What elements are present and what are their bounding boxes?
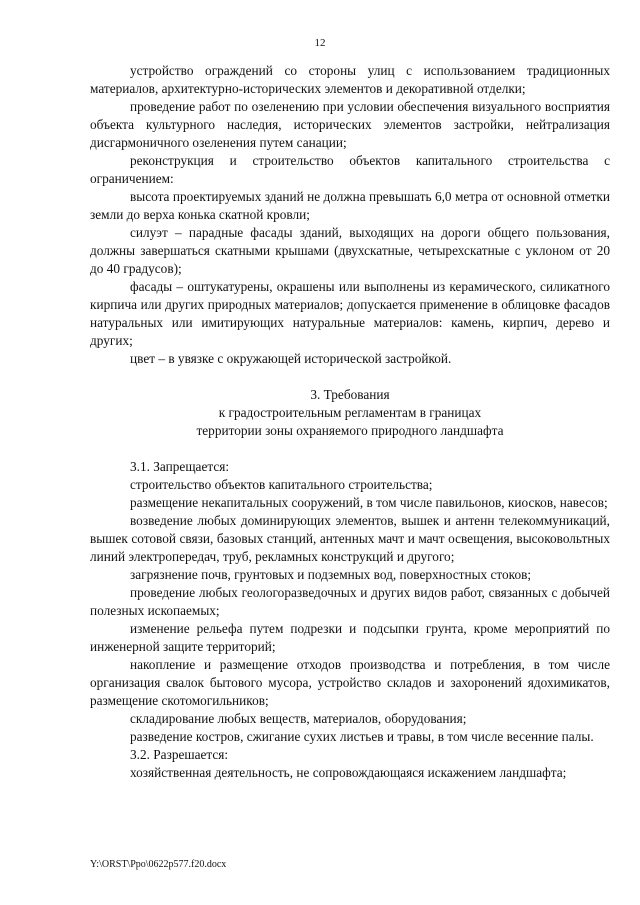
- paragraph: проведение работ по озеленению при условии обеспечения визуального восприятия объекта культурного наследия, исторических элементов застройки, нейтрализация дисгармоничного озеленения путем санации;: [90, 99, 610, 150]
- list-item: загрязнение почв, грунтовых и подземных вод, поверхностных стоков;: [130, 567, 532, 582]
- list-item: размещение некапитальных сооружений, в том числе павильонов, киосков, навесов;: [130, 495, 608, 510]
- list-item: разведение костров, сжигание сухих листьев и травы, в том числе весенние палы.: [130, 729, 594, 744]
- section-heading-number: 3. Требования: [310, 387, 390, 402]
- list-item: накопление и размещение отходов производства и потребления, в том числе организация свалок бытового мусора, устройство складов и захоронений ядохимикатов, размещение скотомогильников;: [90, 657, 610, 708]
- list-item: проведение любых геологоразведочных и других видов работ, связанных с добычей полезных ископаемых;: [90, 585, 610, 618]
- list-item: возведение любых доминирующих элементов, вышек и антенн телекоммуникаций, вышек сотовой связи, базовых станций, антенных мачт и мачт освещения, высоковольтных линий электропередач, труб, рекламных конструкций и другого;: [90, 513, 610, 564]
- subsection-title: 3.2. Разрешается:: [130, 747, 229, 762]
- list-item: складирование любых веществ, материалов, оборудования;: [130, 711, 467, 726]
- subsection-title: 3.1. Запрещается:: [130, 459, 230, 474]
- paragraph: фасады – оштукатурены, окрашены или выполнены из керамического, силикатного кирпича или других природных материалов; допускается применение в облицовке фасадов натуральных или имитирующих натуральные материалов: камень, кирпич, дерево и других;: [90, 279, 610, 348]
- paragraph: устройство ограждений со стороны улиц с использованием традиционных материалов, архитектурно-исторических элементов и декоративной отделки;: [90, 63, 610, 96]
- section-heading-line: территории зоны охраняемого природного ландшафта: [196, 423, 504, 438]
- file-path-footer: Y:\ORST\Ppo\0622p577.f20.docx: [90, 859, 227, 870]
- paragraph: реконструкция и строительство объектов капитального строительства с ограничением:: [90, 153, 610, 186]
- list-item: строительство объектов капитального строительства;: [130, 477, 433, 492]
- section-heading-line: к градостроительным регламентам в границах: [218, 405, 482, 420]
- paragraph: цвет – в увязке с окружающей исторической застройкой.: [130, 351, 452, 366]
- paragraph: высота проектируемых зданий не должна превышать 6,0 метра от основной отметки земли до верха конька скатной кровли;: [90, 189, 610, 222]
- page-number: 12: [314, 37, 326, 49]
- list-item: хозяйственная деятельность, не сопровождающаяся искажением ландшафта;: [130, 765, 567, 780]
- list-item: изменение рельефа путем подрезки и подсыпки грунта, кроме мероприятий по инженерной защите территорий;: [90, 621, 610, 654]
- paragraph: силуэт – парадные фасады зданий, выходящих на дороги общего пользования, должны завершаться скатными крышами (двухскатные, четырехскатные с уклоном от 20 до 40 градусов);: [90, 225, 610, 276]
- document-body: [90, 62, 610, 782]
